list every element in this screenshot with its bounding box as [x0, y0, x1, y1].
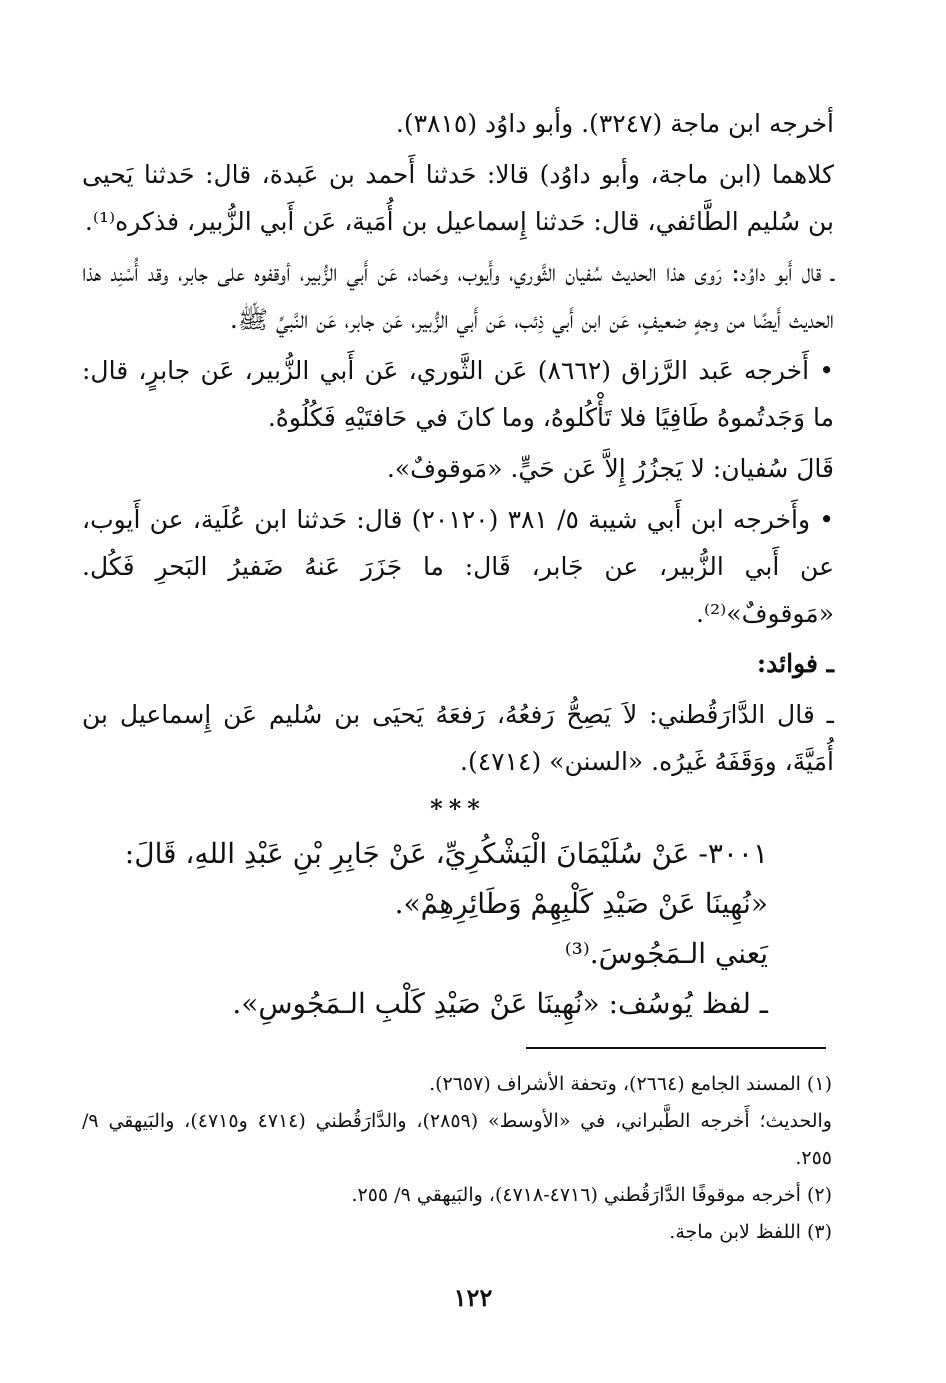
hadith-variant-wording: ـ لفظ يُوسُف: «نُهِينَا عَنْ صَيْدِ كَلْبِ الـمَجُوسِ».	[232, 987, 768, 1020]
main-text	[82, 100, 834, 1029]
hadith-number-chain: ٣٠٠١- عَنْ سُلَيْمَانَ الْيَشْكُرِيِّ، عَنْ جَابِرِ بْنِ عَبْدِ اللهِ، قَالَ:	[124, 837, 768, 870]
paragraph-abdurrazzaq: • أَخرجه عَبد الرَّزاق (٨٦٦٢) عَن الثَّوري، عَن أَبي الزُّبير، عَن جابرٍ، قال: ما وَجَدتُموهُ طَافِيًا فلا تَأْكُلوهُ، وما كانَ في حَافتَيْهِ فَكُلُوهُ.	[82, 356, 834, 432]
footnotes	[82, 1066, 832, 1251]
hadith-explanation: يَعني الـمَجُوسَ.⁽³⁾	[564, 937, 768, 970]
hadith-text: «نُهِينَا عَنْ صَيْدِ كَلْبِهِمْ وَطَائِرِهِمْ».	[394, 887, 768, 920]
page-number: ١٢٢	[453, 1283, 493, 1312]
paragraph-daraqutni: ـ قال الدَّارَقُطني: لاَ يَصِحُّ رَفعُهُ، رَفعَهُ يَحيَى بن سُليم عَن إِسماعيل بن أُمَيَّةَ، ووَقَفَهُ غَيرُه. «السنن» (٤٧١٤).	[82, 700, 834, 776]
paragraph-source-1: أخرجه ابن ماجة (٣٢٤٧). وأبو داوُد (٣٨١٥).	[395, 109, 834, 138]
footnote-divider	[526, 1047, 826, 1049]
footnote-1: (١) المسند الجامع (٢٦٦٤)، وتحفة الأشراف (٢٦٥٧).	[429, 1073, 832, 1095]
footnote-3: (٣) اللفظ لابن ماجة.	[669, 1221, 832, 1243]
paragraph-ibn-abi-shayba: • وأَخرجه ابن أَبي شيبة ٥/ ٣٨١ (٢٠١٢٠) قال: حَدثنا ابن عُلَية، عن أَيوب، عن أَبي الزُّبير، عن جَابر، قَال: ما جَزَرَ عَنهُ ضَفيرُ البَحرِ فَكُل. «مَوقوفٌ»⁽²⁾.	[82, 505, 835, 628]
paragraph-abu-dawud-comment: ـ قال أَبو داوُد: رَوى هذا الحديث سُفيان الثَّوري، وأَيوب، وحَماد، عَن أَبي الزُّبير، أوقفوه على جابر، وقد أُسْنِد هذا الحديث أَيضًا من وجهٍ ضعيفٍ، عَن ابن أَبي ذِئب، عَن أَبي الزُّبير، عَن جابر، عَن النَّبيِّ ﷺ.	[82, 258, 834, 334]
footnote-2: (٢) أخرجه موقوفًا الدَّارَقُطني (٤٧١٦-٤٧١٨)، والبَيهقي ٩/ ٢٥٥.	[351, 1184, 832, 1206]
section-heading-benefits: ـ فوائد:	[756, 649, 834, 678]
paragraph-chain: كلاهما (ابن ماجة، وأبو داوُد) قالا: حَدثنا أَحمد بن عَبدة، قال: حَدثنا يَحيى بن سُليم الطَّائفي، قال: حَدثنا إِسماعيل بن أُمَية، عَن أَبي الزُّبير، فذكره⁽¹⁾.	[82, 160, 834, 236]
footnote-1-continued: والحديث؛ أَخرجه الطَّبراني، في «الأوسط» (٢٨٥٩)، والدَّارَقُطني (٤٧١٤ و٤٧١٥)، والبَيهقي ٩/ ٢٥٥.	[82, 1110, 832, 1169]
paragraph-sufyan: قَالَ سُفيان: لا يَجزُرُ إِلاَّ عَن حَيٍّ. «مَوقوفٌ».	[386, 454, 834, 483]
section-separator: ***	[430, 794, 486, 823]
